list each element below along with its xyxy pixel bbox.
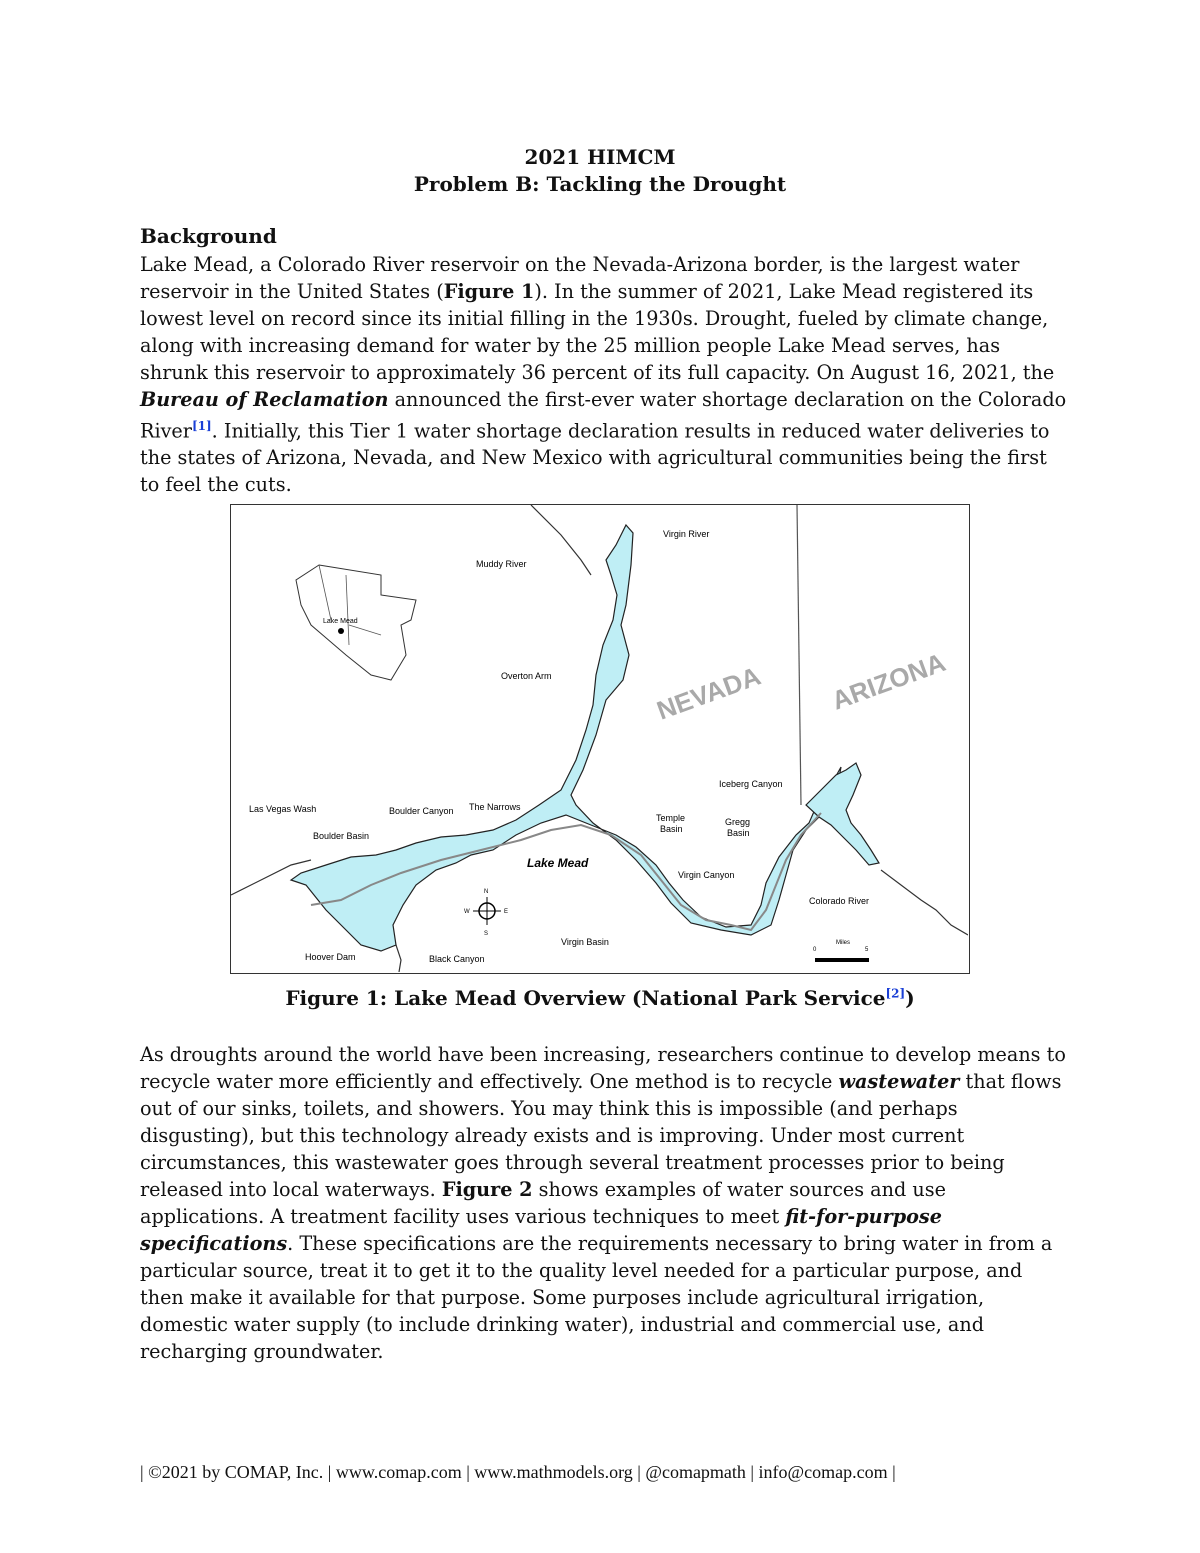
lake-mead-label: Lake Mead bbox=[527, 856, 589, 870]
svg-text:W: W bbox=[464, 909, 470, 915]
state-border-line bbox=[797, 505, 801, 805]
text-run: . These specifications are the requirements necessary to bring water in from a particular source, treat it to get it to the quality level needed for a particular purpose, and then make it available for that purpose. Some purposes include agricultural irrigation, domestic water supply (to include drinking water), industrial and commercial use, and recharging groundwater. bbox=[140, 1232, 1053, 1363]
arizona-label: ARIZONA bbox=[827, 646, 950, 716]
gregg-basin-label-line2: Basin bbox=[727, 828, 750, 838]
text-run: As droughts around the world have been increasing, researchers continue to develop means to recycle water more efficiently and effectively. One method is to recycle bbox=[140, 1043, 1066, 1093]
inset-lake-mead-marker bbox=[338, 628, 344, 634]
gregg-basin-label: Gregg bbox=[725, 817, 751, 827]
muddy-river-label: Muddy River bbox=[476, 559, 527, 569]
black-canyon-label: Black Canyon bbox=[429, 954, 485, 964]
problem-title: Problem B: Tackling the Drought bbox=[413, 172, 787, 196]
overton-arm-label: Overton Arm bbox=[501, 671, 552, 681]
compass-rose-icon bbox=[464, 889, 508, 937]
map-drawing bbox=[231, 505, 968, 972]
svg-text:Miles: Miles bbox=[836, 940, 851, 946]
text-run: ). In the summer of 2021, Lake Mead registered its lowest level on record since its initial filling in the 1930s. Drought, fueled by climate change, along with increasing demand for water by the 25 million people Lake Mead serves, has shrunk this reservoir to approximately 36 percent of its full capacity. On August 16, 2021, the bbox=[140, 280, 1055, 384]
scale-bar bbox=[813, 940, 869, 962]
iceberg-canyon-label: Iceberg Canyon bbox=[719, 779, 783, 789]
wastewater-term: wastewater bbox=[838, 1070, 960, 1093]
bureau-of-reclamation-term: Bureau of Reclamation bbox=[140, 388, 389, 411]
lake-mead-map bbox=[230, 504, 970, 974]
text-run: that flows out of our sinks, toilets, and showers. You may think this is impossible (and perhaps disgusting), but this technology already exists and is improving. Under most current circumstances, this wastewater goes through several treatment processes prior to being released into local waterways. bbox=[140, 1070, 1062, 1201]
text-run: Lake Mead, a Colorado River reservoir on the Nevada-Arizona border, is the largest water reservoir in the United States ( bbox=[140, 253, 1020, 303]
colorado-river-downstream bbox=[396, 945, 401, 972]
caption-close: ) bbox=[905, 986, 915, 1010]
virgin-basin-label: Virgin Basin bbox=[561, 937, 609, 947]
background-paragraph bbox=[140, 251, 1070, 498]
colorado-river-label: Colorado River bbox=[809, 896, 870, 906]
nevada-label: NEVADA bbox=[652, 660, 765, 726]
muddy-river-line bbox=[531, 505, 591, 575]
inset-locator-map bbox=[296, 565, 416, 680]
the-narrows-label: The Narrows bbox=[469, 802, 521, 812]
temple-basin-label-line2: Basin bbox=[660, 824, 683, 834]
boulder-canyon-label: Boulder Canyon bbox=[389, 806, 454, 816]
caption-text: Figure 1: Lake Mead Overview (National Park Service bbox=[285, 986, 886, 1010]
lake-east-arm bbox=[806, 763, 879, 865]
figure-2-reference: Figure 2 bbox=[441, 1178, 533, 1201]
boulder-basin-label: Boulder Basin bbox=[313, 831, 370, 841]
text-run: shows examples of water sources and use applications. A treatment facility uses various techniques to meet bbox=[140, 1178, 946, 1228]
section-heading-background: Background bbox=[140, 224, 277, 248]
text-run: announced the first-ever water shortage declaration on the Colorado River bbox=[140, 388, 1067, 443]
virgin-canyon-label: Virgin Canyon bbox=[678, 870, 735, 880]
citation-link-2[interactable]: [2] bbox=[885, 986, 906, 1001]
citation-link-1[interactable]: [1] bbox=[191, 419, 212, 433]
temple-basin-label: Temple bbox=[656, 813, 686, 823]
text-run: . Initially, this Tier 1 water shortage declaration results in reduced water deliveries to the states of Arizona, Nevada, and New Mexico with agricultural communities being the first to feel the cuts. bbox=[140, 419, 1050, 497]
svg-text:0: 0 bbox=[813, 947, 817, 953]
lake-body bbox=[291, 525, 841, 951]
wastewater-paragraph bbox=[140, 1041, 1070, 1365]
figure-1-caption bbox=[0, 986, 1200, 1010]
document-title: 2021 HIMCM bbox=[524, 145, 676, 169]
svg-text:5: 5 bbox=[865, 947, 869, 953]
figure-1-reference: Figure 1 bbox=[443, 280, 535, 303]
virgin-river-label: Virgin River bbox=[663, 529, 710, 539]
svg-text:E: E bbox=[504, 909, 509, 915]
page-footer: | ©2021 by COMAP, Inc. | www.comap.com | www.mathmodels.org | @comapmath | info@comap.com | bbox=[140, 1462, 896, 1482]
svg-text:S: S bbox=[484, 931, 489, 937]
colorado-river-line bbox=[881, 870, 968, 935]
fit-for-purpose-term: fit-for-purpose specifications bbox=[140, 1205, 942, 1255]
las-vegas-wash-label: Las Vegas Wash bbox=[249, 804, 317, 814]
inset-lake-mead-label: Lake Mead bbox=[323, 618, 358, 625]
svg-text:N: N bbox=[484, 889, 489, 895]
hoover-dam-label: Hoover Dam bbox=[305, 952, 356, 962]
